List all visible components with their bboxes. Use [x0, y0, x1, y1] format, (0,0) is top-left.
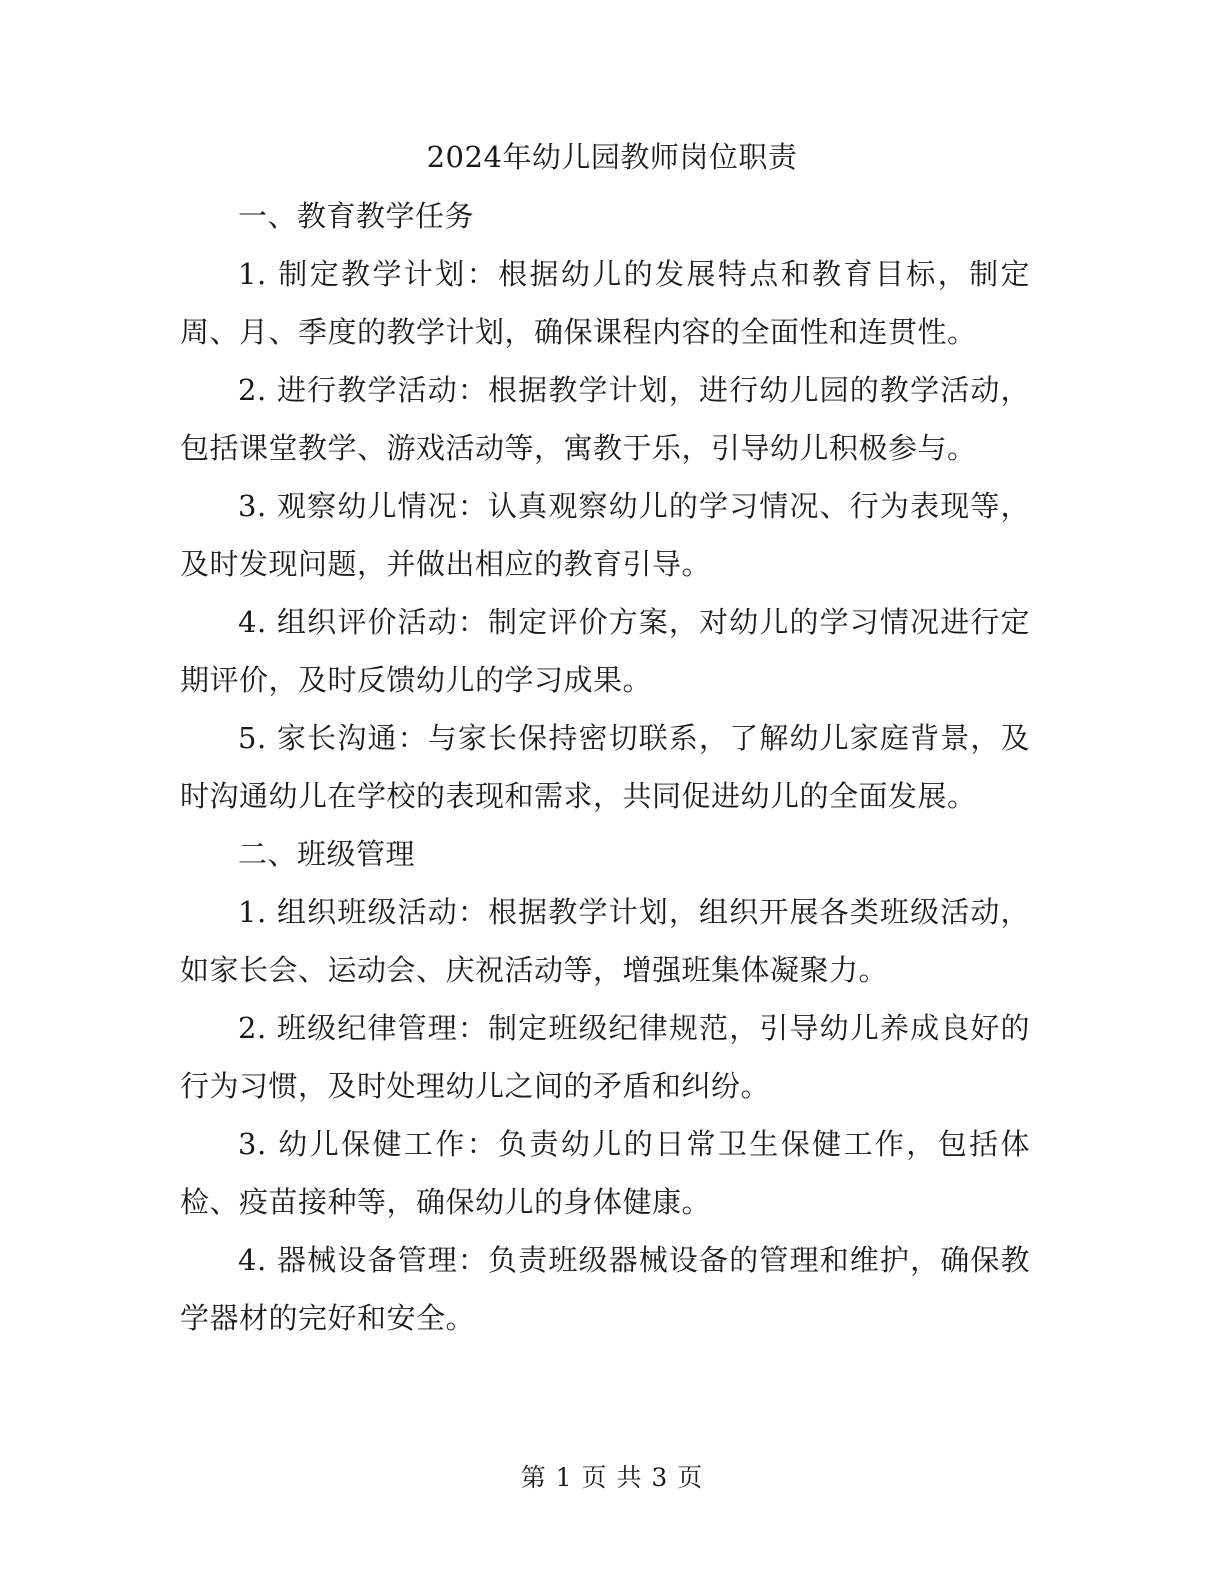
paragraph: 4. 器械设备管理：负责班级器械设备的管理和维护，确保教学器材的完好和安全。 [180, 1243, 1030, 1335]
paragraph: 2. 班级纪律管理：制定班级纪律规范，引导幼儿养成良好的行为习惯，及时处理幼儿之间的矛盾和纠纷。 [180, 1011, 1030, 1103]
section-heading-teaching: 一、教育教学任务 [238, 199, 475, 233]
paragraph: 1. 制定教学计划：根据幼儿的发展特点和教育目标，制定周、月、季度的教学计划，确保课程内容的全面性和连贯性。 [180, 257, 1030, 349]
document-title: 2024年幼儿园教师岗位职责 [426, 140, 798, 174]
paragraph: 4. 组织评价活动：制定评价方案，对幼儿的学习情况进行定期评价，及时反馈幼儿的学习成果。 [180, 605, 1030, 697]
page-number-footer: 第 1 页 共 3 页 [520, 1463, 704, 1492]
paragraph: 1. 组织班级活动：根据教学计划，组织开展各类班级活动，如家长会、运动会、庆祝活动等，增强班集体凝聚力。 [180, 895, 1030, 987]
section-heading-class-management: 二、班级管理 [238, 837, 416, 871]
paragraph: 5. 家长沟通：与家长保持密切联系，了解幼儿家庭背景，及时沟通幼儿在学校的表现和需求，共同促进幼儿的全面发展。 [180, 721, 1030, 813]
paragraph: 2. 进行教学活动：根据教学计划，进行幼儿园的教学活动，包括课堂教学、游戏活动等，寓教于乐，引导幼儿积极参与。 [180, 373, 1030, 465]
paragraph: 3. 幼儿保健工作：负责幼儿的日常卫生保健工作，包括体检、疫苗接种等，确保幼儿的身体健康。 [180, 1127, 1030, 1219]
document-body [180, 187, 1030, 1347]
paragraph: 3. 观察幼儿情况：认真观察幼儿的学习情况、行为表现等，及时发现问题，并做出相应的教育引导。 [180, 489, 1030, 581]
